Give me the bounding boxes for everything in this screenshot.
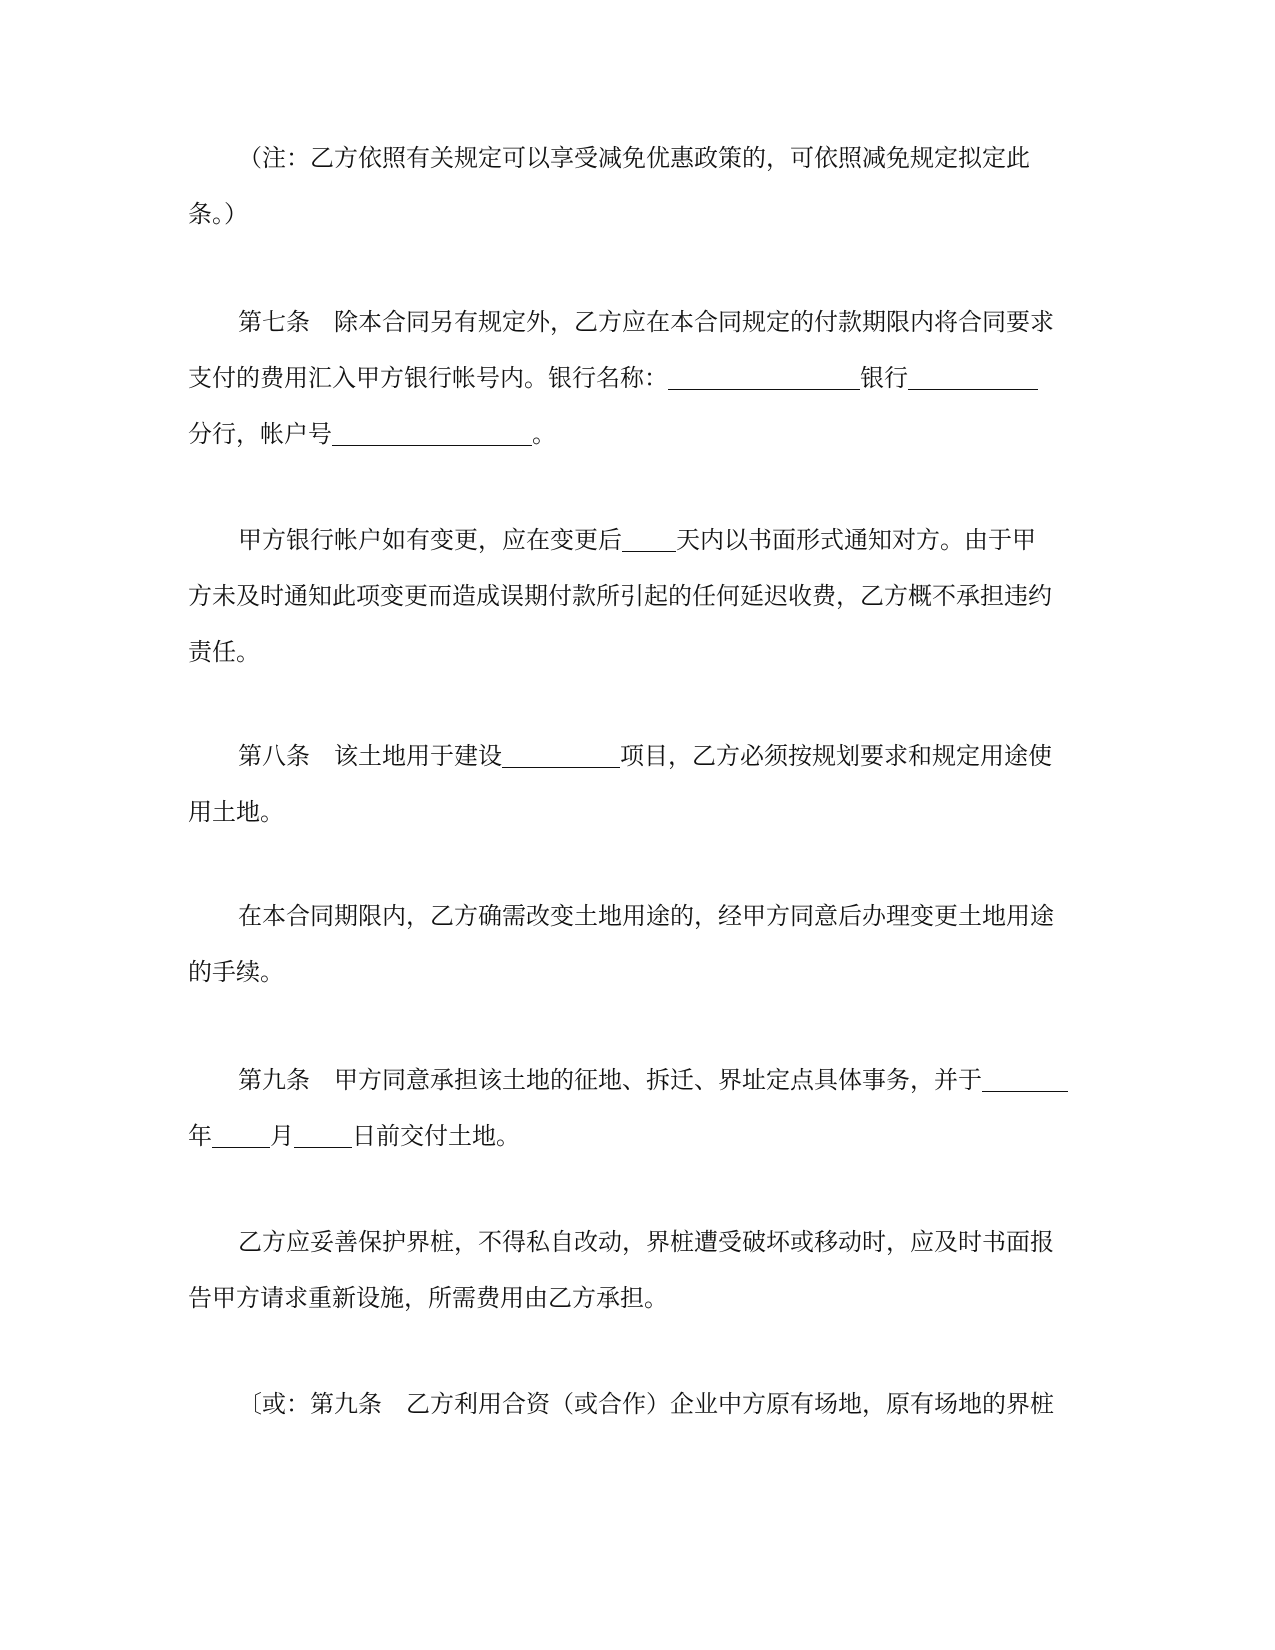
article-7-line-1: 除本合同另有规定外，乙方应在本合同规定的付款期限内将合同要求 <box>334 308 1054 336</box>
article-9-line-1: 甲方同意承担该土地的征地、拆迁、界址定点具体事务，并于 <box>334 1066 982 1094</box>
land-use-change-line-1: 在本合同期限内，乙方确需改变土地用途的，经甲方同意后办理变更土地用途 <box>238 902 1054 930</box>
bank-name-blank[interactable] <box>668 365 860 390</box>
text-line <box>188 406 1088 462</box>
text-line <box>188 1108 1088 1164</box>
article-7-line-3b: 。 <box>532 420 556 448</box>
alternative-article-9-label: 〔或：第九条 <box>238 1390 382 1418</box>
article-8-line-1b: 项目，乙方必须按规划要求和规定用途使 <box>620 742 1052 770</box>
article-9-line-2a: 年 <box>188 1122 212 1150</box>
text-line <box>188 624 1088 680</box>
text-line <box>188 130 1088 186</box>
boundary-marker-line-1: 乙方应妥善保护界桩，不得私自改动，界桩遭受破坏或移动时，应及时书面报 <box>238 1228 1054 1256</box>
text-line <box>188 350 1088 406</box>
bank-change-line-3: 责任。 <box>188 638 260 666</box>
text-line <box>188 294 1088 350</box>
text-line <box>188 1052 1088 1108</box>
alternative-article-9-paragraph <box>188 1376 1088 1432</box>
boundary-marker-line-2: 告甲方请求重新设施，所需费用由乙方承担。 <box>188 1284 668 1312</box>
article-9-line-2c: 日前交付土地。 <box>352 1122 520 1150</box>
bank-change-line-2: 方未及时通知此项变更而造成误期付款所引起的任何延迟收费，乙方概不承担违约 <box>188 582 1052 610</box>
land-use-change-paragraph <box>188 888 1088 1000</box>
text-line <box>188 1214 1088 1270</box>
account-number-blank[interactable] <box>332 421 532 446</box>
text-line <box>188 1376 1088 1432</box>
note-line-2: 条。） <box>188 200 248 228</box>
bank-change-line-1a: 甲方银行帐户如有变更，应在变更后 <box>238 526 622 554</box>
text-line <box>188 186 1088 242</box>
text-line <box>188 888 1088 944</box>
article-8-paragraph <box>188 728 1088 840</box>
note-paragraph <box>188 130 1088 242</box>
article-7-line-2a: 支付的费用汇入甲方银行帐号内。银行名称： <box>188 364 668 392</box>
article-9-paragraph <box>188 1052 1088 1164</box>
text-line <box>188 784 1088 840</box>
article-7-label: 第七条 <box>238 308 310 336</box>
days-blank[interactable] <box>622 527 676 552</box>
bank-change-paragraph <box>188 512 1088 680</box>
article-8-label: 第八条 <box>238 742 310 770</box>
text-line <box>188 512 1088 568</box>
day-blank[interactable] <box>294 1123 352 1148</box>
text-line <box>188 1270 1088 1326</box>
land-use-change-line-2: 的手续。 <box>188 958 284 986</box>
article-7-line-3a: 分行，帐户号 <box>188 420 332 448</box>
article-8-line-2: 用土地。 <box>188 798 284 826</box>
year-blank[interactable] <box>982 1067 1068 1092</box>
article-8-line-1a: 该土地用于建设 <box>334 742 502 770</box>
note-line-1: （注：乙方依照有关规定可以享受减免优惠政策的，可依照减免规定拟定此 <box>238 144 1030 172</box>
boundary-marker-paragraph <box>188 1214 1088 1326</box>
text-line <box>188 944 1088 1000</box>
project-blank[interactable] <box>502 743 620 768</box>
article-9-line-2b: 月 <box>270 1122 294 1150</box>
article-7-paragraph <box>188 294 1088 462</box>
branch-blank[interactable] <box>908 365 1038 390</box>
alternative-article-9-line-1: 乙方利用合资（或合作）企业中方原有场地，原有场地的界桩 <box>406 1390 1054 1418</box>
text-line <box>188 568 1088 624</box>
month-blank[interactable] <box>212 1123 270 1148</box>
text-line <box>188 728 1088 784</box>
article-7-line-2b: 银行 <box>860 364 908 392</box>
bank-change-line-1b: 天内以书面形式通知对方。由于甲 <box>676 526 1036 554</box>
article-9-label: 第九条 <box>238 1066 310 1094</box>
